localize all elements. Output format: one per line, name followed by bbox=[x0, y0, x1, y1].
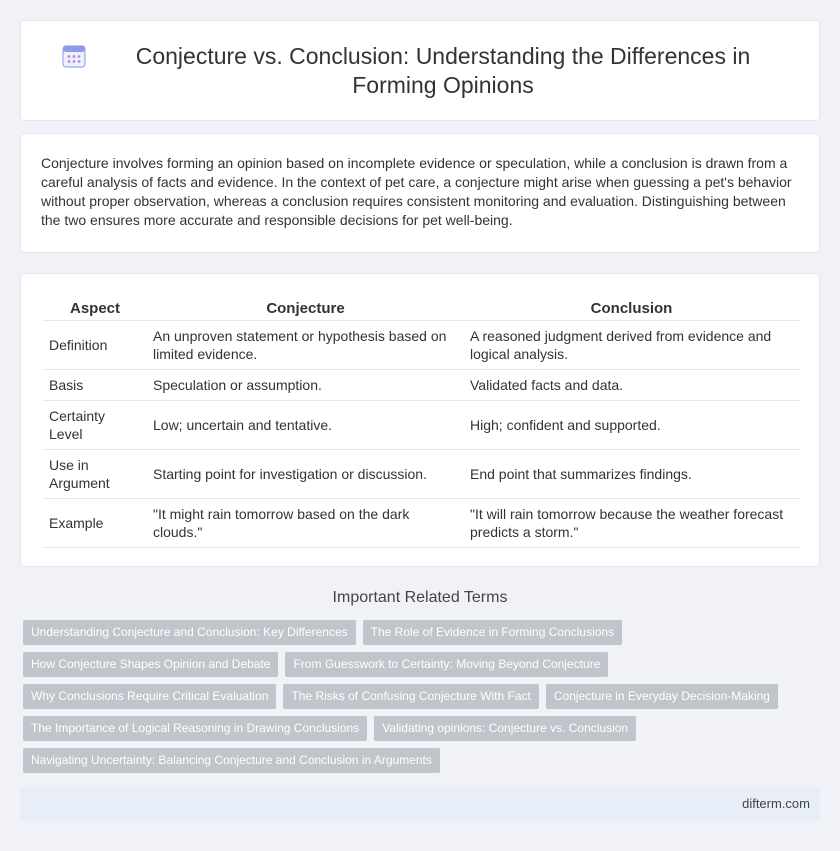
related-term-tag[interactable]: Understanding Conjecture and Conclusion: Key Differences bbox=[23, 620, 356, 645]
related-term-tag[interactable]: From Guesswork to Certainty: Moving Beyond Conjecture bbox=[285, 652, 608, 677]
row-conclusion: High; confident and supported. bbox=[464, 400, 799, 449]
related-term-tag[interactable]: Why Conclusions Require Critical Evaluation bbox=[23, 684, 276, 709]
intro-card bbox=[20, 133, 820, 253]
row-aspect: Example bbox=[43, 498, 147, 547]
row-conjecture: Speculation or assumption. bbox=[147, 369, 464, 400]
header-conclusion: Conclusion bbox=[590, 299, 673, 317]
row-conjecture: Low; uncertain and tentative. bbox=[147, 400, 464, 449]
header-aspect: Aspect bbox=[69, 299, 121, 317]
header-conjecture: Conjecture bbox=[266, 299, 345, 317]
calendar-icon bbox=[61, 43, 87, 69]
comparison-table bbox=[43, 294, 799, 548]
table-row bbox=[43, 320, 799, 369]
row-conclusion: A reasoned judgment derived from evidence and logical analysis. bbox=[464, 320, 799, 369]
row-aspect: Use in Argument bbox=[43, 449, 147, 498]
footer bbox=[20, 787, 820, 821]
related-term-tag[interactable]: The Importance of Logical Reasoning in Drawing Conclusions bbox=[23, 716, 367, 741]
related-term-tag[interactable]: The Risks of Confusing Conjecture With Fact bbox=[283, 684, 538, 709]
row-conjecture: An unproven statement or hypothesis based on limited evidence. bbox=[147, 320, 464, 369]
row-conjecture: Starting point for investigation or discussion. bbox=[147, 449, 464, 498]
related-terms-title: Important Related Terms bbox=[332, 589, 508, 606]
row-conclusion: End point that summarizes findings. bbox=[464, 449, 799, 498]
row-aspect: Basis bbox=[43, 369, 147, 400]
related-term-tag[interactable]: How Conjecture Shapes Opinion and Debate bbox=[23, 652, 278, 677]
related-term-tag[interactable]: The Role of Evidence in Forming Conclusions bbox=[363, 620, 622, 645]
table-row bbox=[43, 498, 799, 547]
related-term-tag[interactable]: Conjecture in Everyday Decision-Making bbox=[546, 684, 778, 709]
row-conjecture: "It might rain tomorrow based on the dark clouds." bbox=[147, 498, 464, 547]
intro-paragraph: Conjecture involves forming an opinion based on incomplete evidence or speculation, while a conclusion is drawn from a careful analysis of facts and evidence. In the context of pet care, a conjecture might arise when guessing a pet's behavior without proper observation, whereas a conclusion requires consistent monitoring and evaluation. Distinguishing between the two ensures more accurate and responsible decisions for pet well-being. bbox=[41, 155, 792, 228]
related-term-tag[interactable]: Navigating Uncertainty: Balancing Conjecture and Conclusion in Arguments bbox=[23, 748, 440, 773]
table-row bbox=[43, 449, 799, 498]
page-title: Conjecture vs. Conclusion: Understanding the Differences in Forming Opinions bbox=[135, 42, 751, 98]
related-term-tag[interactable]: Validating opinions: Conjecture vs. Conclusion bbox=[374, 716, 636, 741]
header-card bbox=[20, 20, 820, 121]
footer-site-link[interactable]: difterm.com bbox=[742, 796, 810, 811]
row-conclusion: Validated facts and data. bbox=[464, 369, 799, 400]
table-header-row bbox=[43, 294, 799, 320]
comparison-card bbox=[20, 273, 820, 567]
related-terms-list bbox=[23, 620, 823, 780]
row-aspect: Certainty Level bbox=[43, 400, 147, 449]
table-row bbox=[43, 400, 799, 449]
row-conclusion: "It will rain tomorrow because the weather forecast predicts a storm." bbox=[464, 498, 799, 547]
row-aspect: Definition bbox=[43, 320, 147, 369]
table-row bbox=[43, 369, 799, 400]
